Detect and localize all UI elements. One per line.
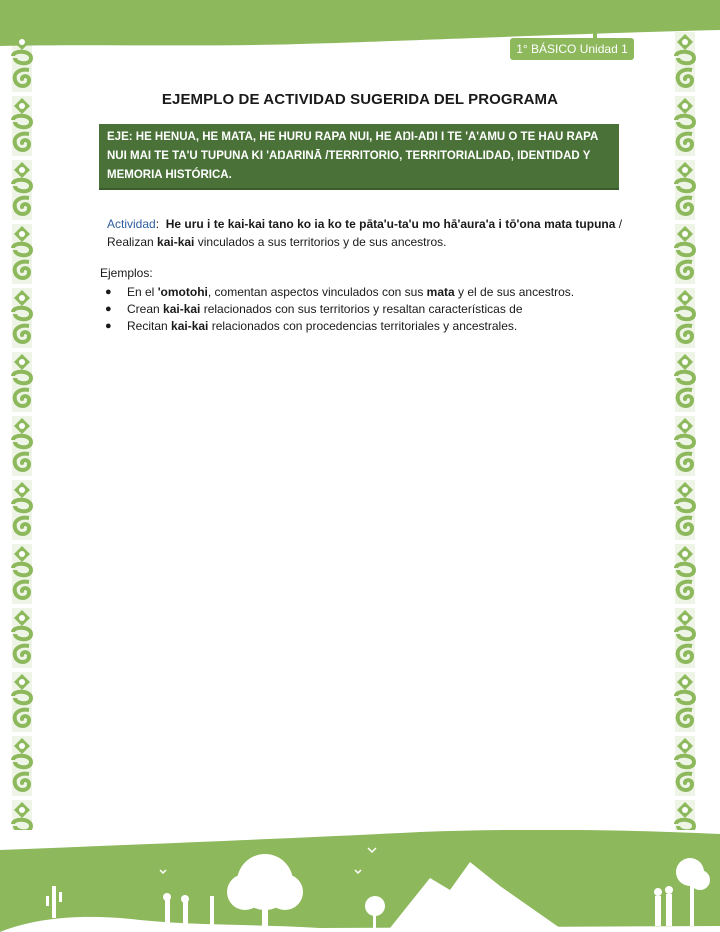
activity-label: Actividad: [107, 217, 156, 231]
bullet-icon: ●: [105, 320, 112, 332]
activity-spanish-prefix: Realizan: [107, 235, 158, 249]
activity-separator: /: [615, 217, 623, 231]
examples-heading: Ejemplos:: [100, 266, 153, 280]
bullet-icon: ●: [105, 286, 112, 298]
page-title: EJEMPLO DE ACTIVIDAD SUGERIDA DEL PROGRAMA: [161, 91, 559, 108]
example-text: Crean: [127, 302, 164, 316]
right-ornamental-border: [672, 30, 698, 830]
example-text: Recitan: [127, 319, 172, 333]
example-text: En el: [127, 285, 158, 299]
example-item: [100, 284, 620, 301]
activity-spanish-bold: kai-kai: [157, 235, 195, 249]
examples-section: [100, 265, 620, 335]
unit-badge: 1° BÁSICO Unidad 1: [510, 38, 634, 60]
example-text: relacionados con sus territorios y resaltan características de: [200, 302, 523, 316]
example-item: [100, 301, 620, 318]
example-bold: mata: [426, 285, 455, 299]
example-text: y el de sus ancestros.: [454, 285, 575, 299]
example-bold: 'omotohi: [157, 285, 208, 299]
example-item: [100, 318, 620, 335]
bottom-landscape-illustration: [0, 830, 720, 932]
example-text: , comentan aspectos vinculados con sus: [207, 285, 427, 299]
example-bold: kai-kai: [171, 319, 209, 333]
activity-colon: :: [155, 217, 160, 231]
activity-rapanui-text: He uru i te kai-kai tano ko ia ko te pāta'u-ta'u mo hā'aura'a i tō'ona mata tupuna: [165, 217, 616, 231]
example-bold: kai-kai: [163, 302, 201, 316]
bullet-icon: ●: [105, 303, 112, 315]
eje-box: EJE: HE HENUA, HE MATA, HE HURU RAPA NUI, HE AŊI-AŊI I TE 'A'AMU O TE HAU RAPA NUI MAI TE TA'U TUPUNA KI 'AŊARINĀ /TERRITORIO, TERRITORIALIDAD, IDENTIDAD Y MEMORIA HISTÓRICA.: [99, 124, 619, 190]
left-ornamental-border: [9, 30, 35, 830]
activity-spanish-suffix: vinculados a sus territorios y de sus ancestros.: [194, 235, 447, 249]
example-text: relacionados con procedencias territoriales y ancestrales.: [208, 319, 518, 333]
examples-list: [100, 284, 620, 335]
activity-paragraph: [107, 215, 627, 251]
